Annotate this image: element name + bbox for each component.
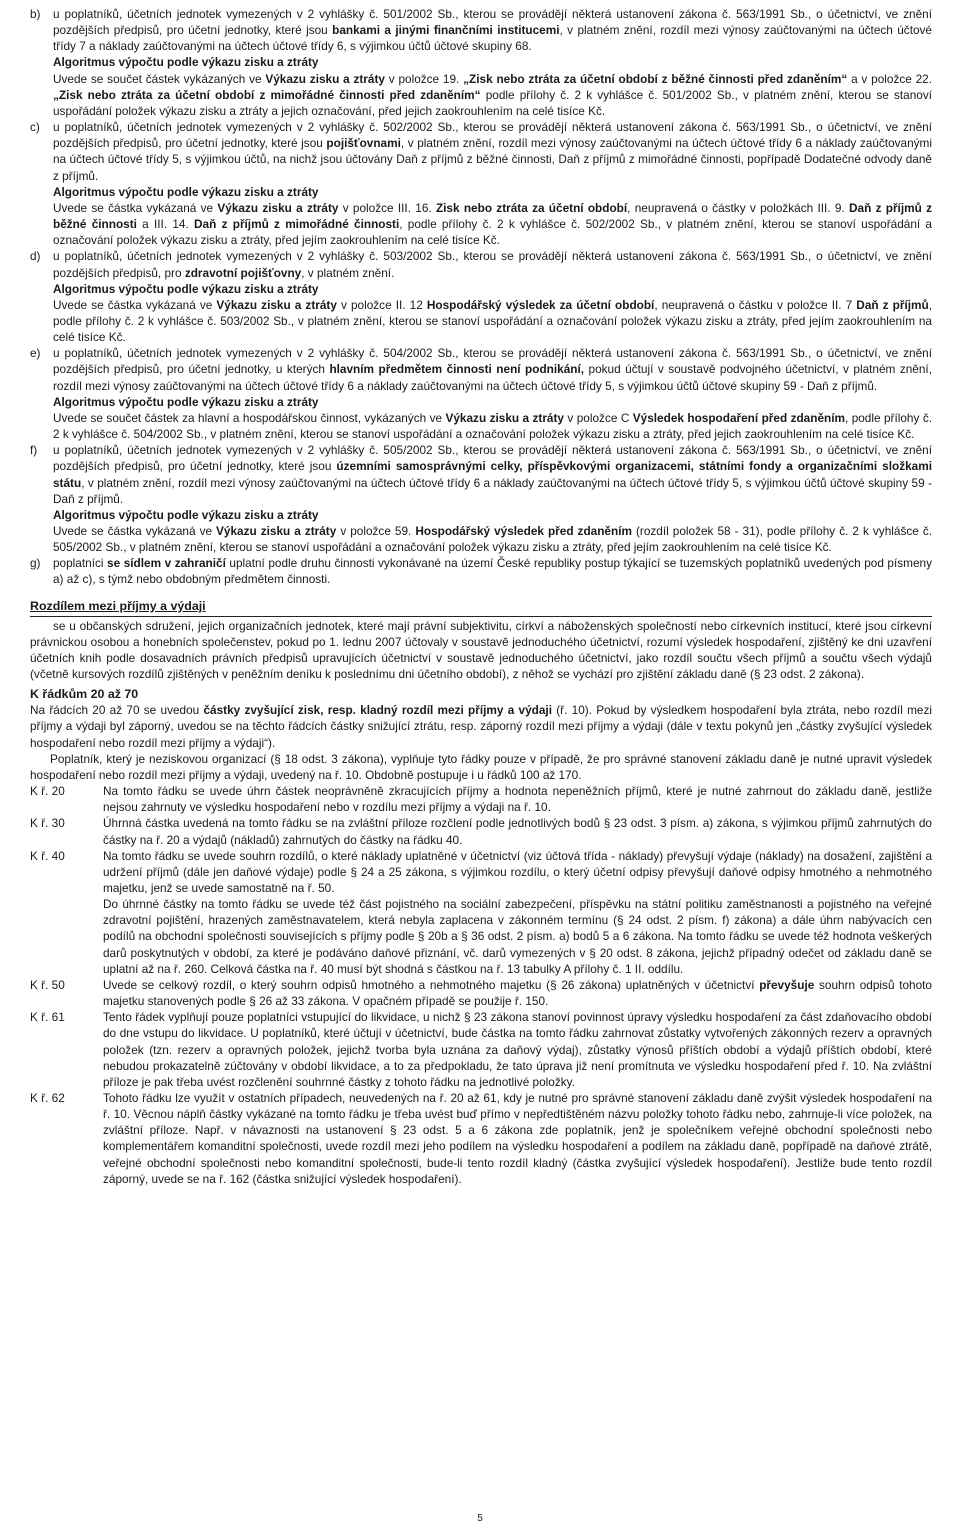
text-run: Uvede se částka vykázaná ve <box>53 524 217 538</box>
text-run: , v platném znění, rozdíl mezi výnosy zaúčtovanými na účtech účtové třídy 6 a náklady zaúčtovanými na účtech účtové třídy 5, s výjimkou účtů účtové skupiny 59 - Daň z příjmů. <box>53 475 932 506</box>
text-run: Úhrnná částka uvedená na tomto řádku se na zvláštní příloze rozčlení podle jednotlivých bodů § 23 odst. 3 písm. a) zákona, s výjimkou příjmů zahrnutých do částky na ř. 20 a výdajů (nákladů) zahrnutých do částky na řádku 40. <box>103 816 932 847</box>
text-run: Na řádcích 20 až 70 se uvedou <box>30 703 204 718</box>
text-run: Do úhrnné částky na tomto řádku se uvede též část pojistného na sociální zabezpečení, příspěvku na státní politiku zaměstnanosti a pojistného na veřejné zdravotní pojištění, hrazených zaměstnavatelem, která nebyla zaplacena v zákonném termínu (§ 24 odst. 2 písm. f) zákona) a dále úhrn nabývacích cen podílů na obchodní společnosti souvisejících s příjmy podle § 20b a § 36 odst. 2 písm. a) bodů 5 a 6 zákona. Na tomto řádku se uvede též hodnota veškerých darů poskytnutých v období, za které je podáváno daňové přiznání, vč. darů vymezených v § 20 odst. 8 zákona, jejichž případný odečet od základu daně se uplatní až na ř. 260. Celková částka na ř. 40 musí být shodná s částkou na ř. 13 tabulky A přílohy č. 1 II. oddílu. <box>103 897 932 976</box>
text-run: , podle přílohy č. 2 k vyhlášce č. 502/2002 Sb., v platném znění, kterou se stanoví uspořádání a označování položek výkazu zisku a ztráty, před jejím zaokrouhlením na celé tisíce Kč. <box>53 217 932 248</box>
bold-run: Daň z příjmů <box>856 297 929 312</box>
text-run: , podle přílohy č. 2 k vyhlášce č. 503/2002 Sb., v platném znění, kterou se stanoví uspořádání a označování položek výkazu zisku a ztráty, před jejím zaokrouhlením na celé tisíce Kč. <box>53 297 932 345</box>
text-run: v položce C <box>563 410 633 425</box>
item-label: d) <box>30 249 41 264</box>
row-text <box>103 1009 932 1090</box>
item-intro <box>53 345 932 393</box>
bold-run: územními samosprávnými celky, příspěvkovými organizacemi, státními fondy a organizačními složkami státu <box>53 459 933 490</box>
algorithm-heading: Algoritmus výpočtu podle výkazu zisku a ztráty <box>53 281 319 296</box>
algorithm-heading: Algoritmus výpočtu podle výkazu zisku a ztráty <box>53 55 319 70</box>
text-run: Na tomto řádku se uvede souhrn rozdílů, o které náklady uplatněné v účetnictví (viz účtová třída - náklady) převyšují výdaje (náklady) na dosažení, zajištění a udržení příjmů (dále jen daňové výdaje) podle § 24 a 25 zákona, s výjimkou rozdílu, o který účetní odpisy převyšují daňové odpisy hmotného a nehmotného majetku, jenž se uvede samostatně na ř. 50. <box>103 848 932 895</box>
bold-run: Výkazu zisku a ztráty <box>216 524 337 538</box>
row-explanation <box>30 1090 932 1187</box>
bold-run: Výkazu zisku a ztráty <box>216 297 337 312</box>
rows-heading: K řádkům 20 až 70 <box>30 687 139 702</box>
item-intro <box>53 555 932 587</box>
row-key: K ř. 62 <box>30 1091 65 1105</box>
bold-run: „Zisk nebo ztráta za účetní období z běžné činnosti před zdaněním“ <box>463 71 848 86</box>
rows-intro <box>30 702 932 750</box>
text-run: v položce 59. <box>336 524 416 538</box>
text-run: uplatní podle druhu činnosti vykonávané na území České republiky postup týkající se tuzemských poplatníků uvedených pod písmeny a) až c), s týmž nebo obdobným předmětem činnosti. <box>53 556 933 587</box>
row-explanation <box>30 896 932 977</box>
text-run: u poplatníků, účetních jednotek vymezených v 2 vyhlášky č. 504/2002 Sb., kterou se provádějí některá ustanovení zákona č. 563/1991 Sb., o účetnictví, ve znění pozdějších předpisů, pro účetní jednotky, u kterých <box>53 346 932 377</box>
text-run: poplatníci <box>53 556 108 571</box>
item-intro <box>53 6 932 54</box>
row-explanation <box>30 848 932 896</box>
list-item <box>30 119 932 248</box>
bold-run: se sídlem v zahraničí <box>107 556 226 571</box>
text-run: (ř. 10). Pokud by výsledkem hospodaření byla ztráta, nebo rozdíl mezi příjmy a výdaji byl záporný, uvedou se na těchto řádcích částky snižující ztrátu, resp. záporný rozdíl mezi příjmy a výdaji (dále v textu pokynů jen „částky zvyšující výsledek hospodaření nebo rozdíl mezi příjmy a výdaji“). <box>30 703 932 750</box>
bold-run: bankami a jinými finančními institucemi <box>332 23 560 38</box>
text-run: podle přílohy č. 2 k vyhlášce č. 501/2002 Sb., v platném znění, kterou se stanoví uspořádání položek výkazu zisku a ztráty a jejich označování, před jejich zaokrouhlením na celé tisíce Kč. <box>53 87 932 118</box>
item-label: b) <box>30 7 41 21</box>
list-item <box>30 555 932 587</box>
page-number: 5 <box>477 1513 483 1524</box>
bold-run: Výkazu zisku a ztráty <box>217 200 339 215</box>
item-label: c) <box>30 120 40 135</box>
bold-run: Výkazu zisku a ztráty <box>445 410 564 425</box>
item-body <box>53 200 932 248</box>
rows-list <box>30 783 932 1187</box>
text-run: (rozdíl položek 58 - 31), podle přílohy č. 2 k vyhlášce č. 505/2002 Sb., v platném znění, kterou se stanoví uspořádání a označování položek výkazu zisku a ztráty, před jejím zaokrouhlením na celé tisíce Kč. <box>53 524 932 555</box>
item-label: f) <box>30 443 38 458</box>
row-text <box>103 977 932 1009</box>
bold-run: hlavním předmětem činnosti není podnikání, <box>329 362 585 377</box>
bold-run: Daň z příjmů z mimořádné činnosti <box>194 217 400 232</box>
row-explanation <box>30 977 932 1009</box>
item-body <box>53 71 932 119</box>
text-run: u poplatníků, účetních jednotek vymezených v 2 vyhlášky č. 501/2002 Sb., kterou se provádějí některá ustanovení zákona č. 563/1991 Sb., o účetnictví, ve znění pozdějších předpisů, pro účetní jednotky, které jsou <box>53 7 932 38</box>
bold-run: Hospodářský výsledek za účetní období <box>426 297 655 312</box>
row-text <box>103 848 932 896</box>
bold-run: zdravotní pojišťovny <box>184 265 302 280</box>
row-text <box>103 1090 932 1187</box>
row-explanation <box>30 1009 932 1090</box>
text-run: Uvede se částka vykázaná ve <box>53 200 218 215</box>
text-run: , podle přílohy č. 2 k vyhlášce č. 504/2002 Sb., v platném znění, kterou se stanoví uspořádání a označování položek výkazu zisku a ztráty, před jejich zaokrouhlením na celé tisíce Kč. <box>53 410 932 442</box>
row-key: K ř. 20 <box>30 784 65 799</box>
bold-run: Výkazu zisku a ztráty <box>265 71 385 86</box>
algorithm-heading: Algoritmus výpočtu podle výkazu zisku a ztráty <box>53 394 319 409</box>
item-intro <box>53 119 932 184</box>
algorithm-heading: Algoritmus výpočtu podle výkazu zisku a ztráty <box>53 507 319 522</box>
text-run: v položce 19. <box>384 71 464 86</box>
text-run: pokud účtují v soustavě podvojného účetnictví, v platném znění, rozdíl mezi výnosy zaúčtovanými na účtech účtové třídy 6 a náklady zaúčtovanými na účtech účtové třídy 5, s výjimkou účtů účtové skupiny 59 - Daň z příjmů. <box>53 362 932 393</box>
item-body <box>53 297 932 345</box>
bold-run: Zisk nebo ztráta za účetní období <box>435 200 628 215</box>
rows-intro-2: Poplatník, který je neziskovou organizací (§ 18 odst. 3 zákona), vyplňuje tyto řádky pouze v případě, že pro správné stanovení základu daně je nutné upravit výsledek hospodaření nebo rozdíl mezi příjmy a výdaji, uvedený na ř. 10. Obdobně postupuje i u řádků 100 až 170. <box>30 751 932 782</box>
row-text <box>103 815 932 847</box>
text-run: u poplatníků, účetních jednotek vymezených v 2 vyhlášky č. 503/2002 Sb., kterou se provádějí některá ustanovení zákona č. 563/1991 Sb., o účetnictví, ve znění pozdějších předpisů, pro <box>53 249 932 280</box>
bold-run: částky zvyšující zisk, resp. kladný rozdíl mezi příjmy a výdaji <box>203 703 552 718</box>
row-text <box>103 896 932 977</box>
document-page <box>30 6 932 1187</box>
text-run: Uvede se celkový rozdíl, o který souhrn odpisů hmotného a nehmotného majetku (§ 26 zákona) uplatněných v účetnictví <box>103 977 760 992</box>
text-run: v položce II. 12 <box>336 297 427 312</box>
bold-run: pojišťovnami <box>326 136 401 151</box>
list-item <box>30 6 932 119</box>
text-run: Tento řádek vyplňují pouze poplatníci vstupující do likvidace, u nichž § 23 zákona stanoví povinnost úpravy výsledku hospodaření za část zdaňovacího období do dne vstupu do likvidace. U poplatníků, které účtují v účetnictví, bude částka na tomto řádku zahrnovat zůstatky vytvořených zákonných rezerv a opravných položek (tzn. rezerv a opravných položek, jejichž tvorba byla uznána za daňový výdaj), zůstatky výnosů příštích období a výdajů příštích období, které nebudou prokazatelně zúčtovány v období likvidace, a to za předpokladu, že tato úprava již není promítnuta ve výsledku hospodaření před ř. 10. Na zvláštní příloze je pak třeba uvést rozčlenění souhrnné částky z tohoto řádku na jednotlivé položky. <box>103 1010 932 1089</box>
text-run: u poplatníků, účetních jednotek vymezených v 2 vyhlášky č. 502/2002 Sb., kterou se provádějí některá ustanovení zákona č. 563/1991 Sb., o účetnictví, ve znění pozdějších předpisů, pro účetní jednotky, které jsou <box>53 120 932 151</box>
list-item <box>30 345 932 442</box>
item-body <box>53 410 932 442</box>
row-text <box>103 783 932 815</box>
text-run: , v platném znění, rozdíl mezi výnosy zaúčtovanými na účtech účtové třídy 7 a náklady zaúčtovanými na účtech účtové třídy 6, s výjimkou účtů účtové skupiny 68. <box>53 23 932 54</box>
text-run: , neupravená o částky v položkách III. 9. <box>627 200 849 215</box>
text-run: v položce III. 16. <box>338 200 436 215</box>
row-explanation <box>30 783 932 815</box>
bold-run: Výsledek hospodaření před zdaněním <box>632 410 845 425</box>
row-key: K ř. 61 <box>30 1010 65 1025</box>
text-run: , v platném znění. <box>301 265 395 280</box>
row-explanation <box>30 815 932 847</box>
item-label: e) <box>30 346 41 361</box>
item-label: g) <box>30 556 41 571</box>
text-run: souhrn odpisů tohoto majetku stanovených podle § 26 až 33 zákona. V opačném případě se použije ř. 150. <box>103 977 932 1009</box>
text-run: a III. 14. <box>136 217 195 232</box>
row-key: K ř. 30 <box>30 816 65 831</box>
text-run: Uvede se součet částek vykázaných ve <box>53 71 266 86</box>
text-run: Uvede se součet částek za hlavní a hospodářskou činnost, vykázaných ve <box>53 410 446 425</box>
row-key: K ř. 40 <box>30 848 65 863</box>
text-run: , v platném znění, rozdíl mezi výnosy zaúčtovanými na účtech účtové třídy 6 a náklady zaúčtovanými na účtech účtové třídy 5, s výjimkou účtů, na nichž jsou účtovány Daň z příjmů z běžné činnosti, Daň z příjmů z mimořádné činnosti, popřípadě Dodatečné odvody daně z příjmů. <box>53 136 932 183</box>
text-run: Tohoto řádku lze využít v ostatních případech, neuvedených na ř. 20 až 61, kdy je nutné pro správné stanovení základu daně zvýšit výsledek hospodaření na ř. 10. Věcnou náplň částky vykázané na tomto řádku je třeba uvést buď přímo v nepředtištěném názvu položky tohoto řádku nebo, zahrnuje-li více položek, na zvláštní příloze. Např. v návaznosti na ustanovení § 23 odst. 5 a 6 zákona zde poplatník, jenž je společníkem veřejné obchodní společnosti nebo komplementářem komanditní společnosti, uvede rozdíl mezi jeho podílem na výsledku hospodaření a podílem na základu daně, popřípadě na daňové ztrátě, veřejné obchodní společnosti nebo komanditní společnosti, bude-li tento rozdíl kladný (částka zvyšující výsledek hospodaření). Jestliže bude tento rozdíl záporný, uvede se na ř. 162 (částka snižující výsledek hospodaření). <box>103 1091 932 1186</box>
list-item <box>30 442 932 555</box>
item-intro <box>53 248 932 280</box>
bold-run: Hospodářský výsledek před zdaněním <box>415 524 632 538</box>
section-title: Rozdílem mezi příjmy a výdaji <box>30 598 206 613</box>
item-intro <box>53 442 932 507</box>
bold-run: „Zisk nebo ztráta za účetní období z mimořádné činnosti před zdaněním“ <box>53 87 481 102</box>
bold-run: Daň z příjmů z běžné činnosti <box>53 200 932 232</box>
text-run: Uvede se částka vykázaná ve <box>53 297 217 312</box>
row-key: K ř. 50 <box>30 977 65 992</box>
section-rule <box>30 616 932 617</box>
item-body <box>53 523 932 555</box>
text-run: a v položce 22. <box>847 71 933 86</box>
text-run: , neupravená o částku v položce II. 7 <box>654 297 857 312</box>
items-list <box>30 6 932 588</box>
bold-run: převyšuje <box>759 977 815 992</box>
algorithm-heading: Algoritmus výpočtu podle výkazu zisku a ztráty <box>53 184 319 199</box>
list-item <box>30 248 932 345</box>
text-run: Na tomto řádku se uvede úhrn částek neoprávněně zkracujících příjmy a hodnota nepeněžních příjmů, které je nutné zahrnout do základu daně, jestliže nejsou zahrnuty ve výsledku hospodaření nebo v rozdílu mezi příjmy a výdaji na ř. 10. <box>103 784 932 815</box>
text-run: u poplatníků, účetních jednotek vymezených v 2 vyhlášky č. 505/2002 Sb., kterou se provádějí některá ustanovení zákona č. 563/1991 Sb., o účetnictví, ve znění pozdějších předpisů, pro účetní jednotky, které jsou <box>53 443 932 474</box>
section-intro: se u občanských sdružení, jejich organizačních jednotek, které mají právní subjektivitu, církví a náboženských společností nebo církevních institucí, které jsou církevní právnickou osobou a honebních společenstev, pokud po 1. lednu 2007 účtovaly v soustavě jednoduchého účetnictví, rozumí výsledek hospodaření, zjištěný ke dni uzavření účetních knih podle dosavadních právních předpisů upravujících účetnictví v soustavě jednoduchého účetnictví, jako rozdíl součtu všech příjmů a součtu všech výdajů (včetně kursových rozdílů zjištěných v peněžním deníku k poslednímu dni účetního období), z něhož se vychází pro zjištění základu daně (§ 23 odst. 2 zákona). <box>30 618 932 682</box>
